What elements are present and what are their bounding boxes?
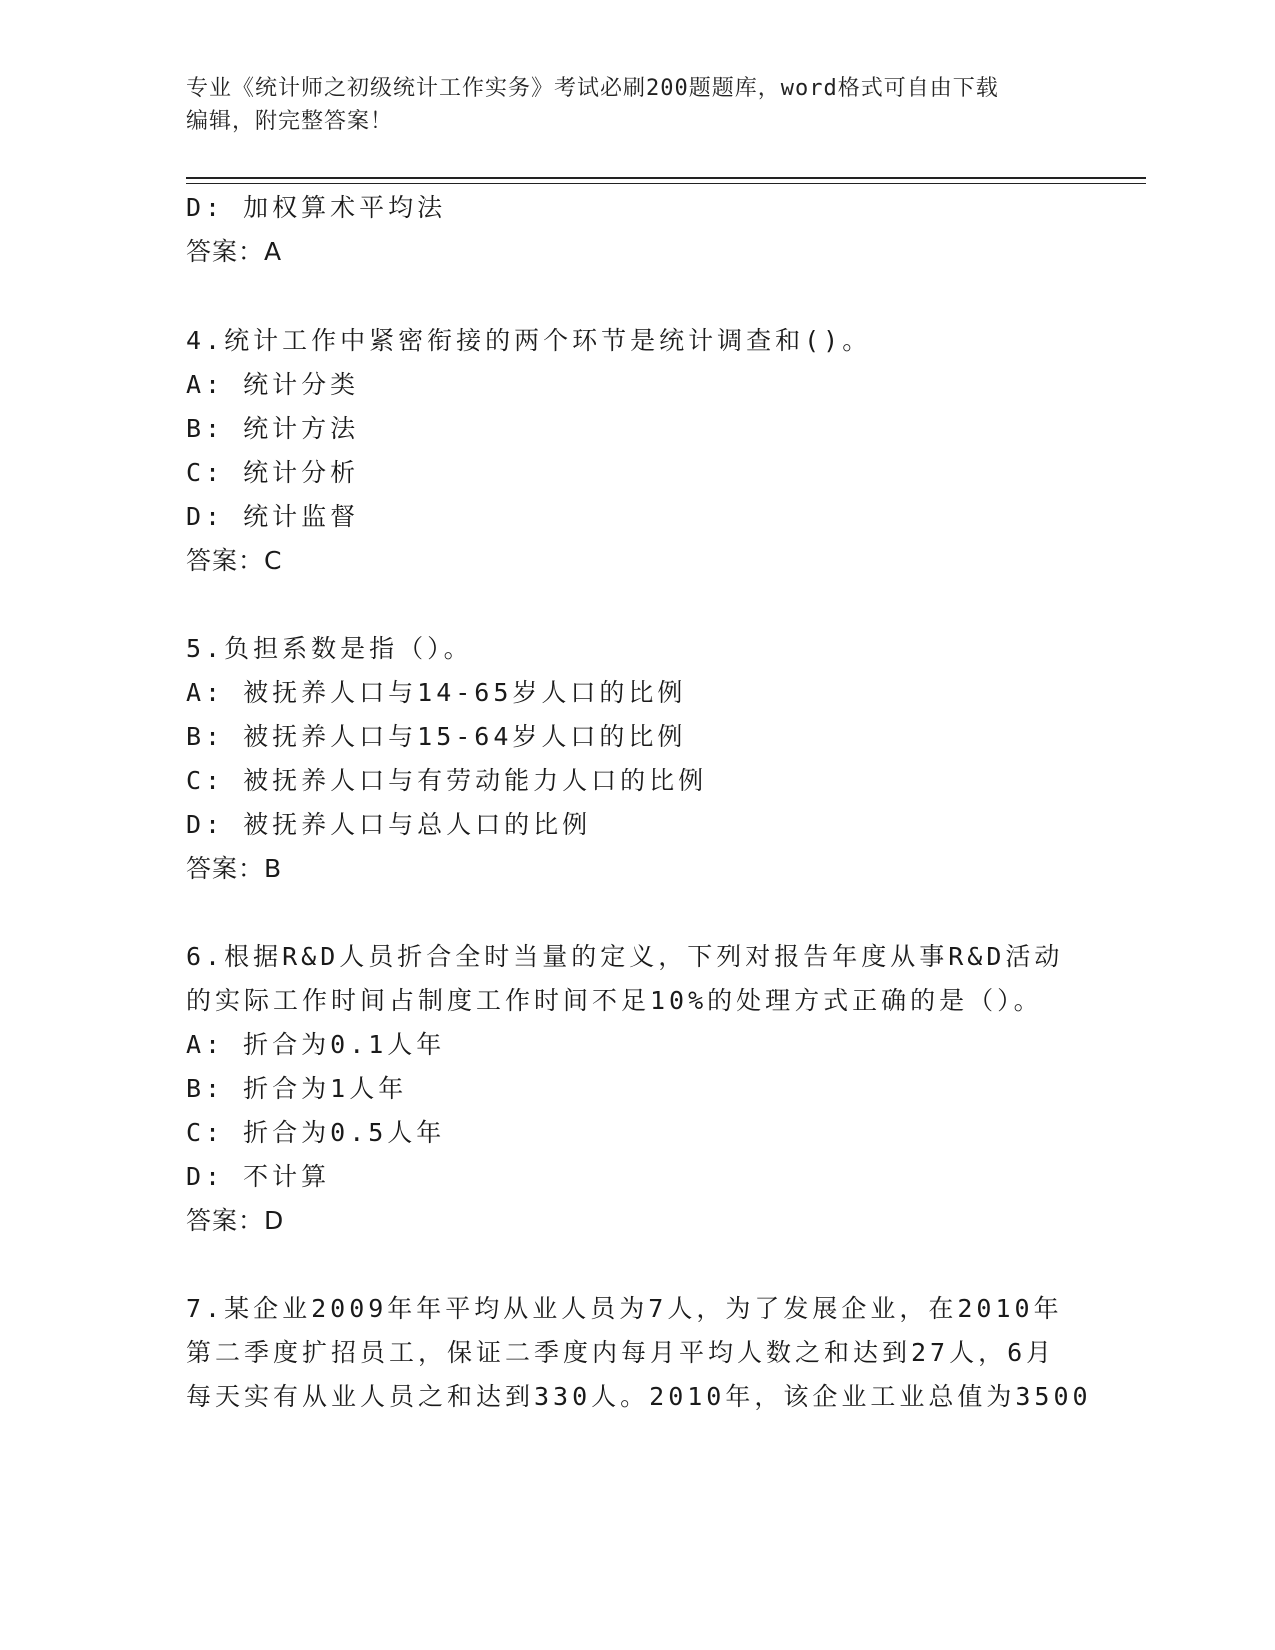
q6-stem-line-1: 6.根据R&D人员折合全时当量的定义，下列对报告年度从事R&D活动 xyxy=(186,942,1064,971)
q4-option-b: B: 统计方法 xyxy=(186,414,360,443)
q6-option-b: B: 折合为1人年 xyxy=(186,1074,408,1103)
q4-option-d: D: 统计监督 xyxy=(186,502,360,531)
q7-stem-line-3: 每天实有从业人员之和达到330人。2010年，该企业工业总值为3500 xyxy=(186,1382,1092,1411)
q5-option-d: D: 被抚养人口与总人口的比例 xyxy=(186,810,592,839)
q6-option-c: C: 折合为0.5人年 xyxy=(186,1118,446,1147)
header-divider-thick xyxy=(186,177,1146,179)
header-line-2: 编辑，附完整答案！ xyxy=(186,109,394,134)
q5-option-a: A: 被抚养人口与14-65岁人口的比例 xyxy=(186,678,687,707)
q7-stem-line-1: 7.某企业2009年年平均从业人员为7人，为了发展企业，在2010年 xyxy=(186,1294,1063,1323)
q4-option-c: C: 统计分析 xyxy=(186,458,360,487)
q3-option-d: D: 加权算术平均法 xyxy=(186,193,447,222)
q4-stem: 4.统计工作中紧密衔接的两个环节是统计调查和()。 xyxy=(186,326,872,355)
q4-option-a: A: 统计分类 xyxy=(186,370,360,399)
q6-stem-line-2: 的实际工作时间占制度工作时间不足10%的处理方式正确的是（）。 xyxy=(186,986,1043,1015)
q5-answer: 答案：B xyxy=(186,854,283,883)
q5-option-b: B: 被抚养人口与15-64岁人口的比例 xyxy=(186,722,687,751)
header-divider-thin xyxy=(186,183,1146,184)
q4-answer: 答案：C xyxy=(186,546,283,575)
q7-stem-line-2: 第二季度扩招员工，保证二季度内每月平均人数之和达到27人，6月 xyxy=(186,1338,1056,1367)
header-line-1: 专业《统计师之初级统计工作实务》考试必刷200题题库，word格式可自由下载 xyxy=(186,76,999,101)
document-header xyxy=(186,72,1066,138)
q3-answer: 答案：A xyxy=(186,237,283,266)
q6-option-d: D: 不计算 xyxy=(186,1162,331,1191)
q5-stem: 5.负担系数是指（）。 xyxy=(186,634,473,663)
q6-answer: 答案：D xyxy=(186,1206,285,1235)
q5-option-c: C: 被抚养人口与有劳动能力人口的比例 xyxy=(186,766,708,795)
q6-option-a: A: 折合为0.1人年 xyxy=(186,1030,446,1059)
